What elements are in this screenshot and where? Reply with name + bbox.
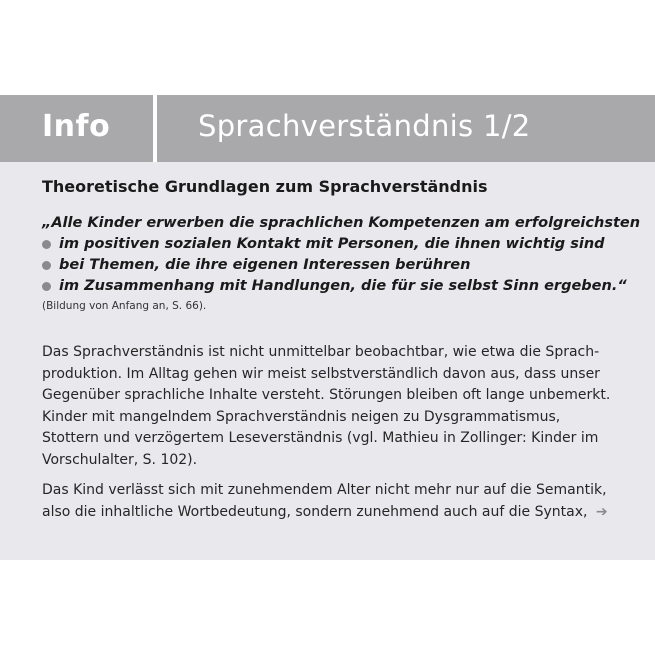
text-line: produktion. Im Alltag gehen wir meist selbstverständlich davon aus, dass unser [42, 365, 600, 382]
bullet-dot-icon [42, 240, 51, 249]
text-line: Stottern und verzögertem Leseverständnis (vgl. Mathieu in Zollinger: Kinder im [42, 430, 599, 446]
text-line: Das Kind verlässt sich mit zunehmendem Alter nicht mehr nur auf die Semantik, [42, 482, 607, 498]
text-line: Das Sprachverständnis ist nicht unmittelbar beobachtbar, wie etwa die Sprach- [42, 344, 600, 360]
bullet-dot-icon [42, 261, 51, 270]
text-line: Vorschulalter, S. 102). [42, 451, 198, 468]
text-line: also die inhaltliche Wortbedeutung, sondern zunehmend auch auf die Syntax, [42, 503, 588, 520]
quote-bullet-text: im Zusammenhang mit Handlungen, die für sie selbst Sinn ergeben.“ [59, 278, 627, 294]
quote-bullet-item [42, 255, 622, 276]
quote-citation: (Bildung von Anfang an, S. 66). [42, 300, 207, 312]
card-title: Sprachverständnis 1/2 [198, 109, 531, 143]
quote-intro: „Alle Kinder erwerben die sprachlichen Kompetenzen am erfolgreichsten [42, 215, 641, 231]
paragraph-1 [42, 342, 622, 471]
quote-bullet-item [42, 276, 627, 297]
bullet-dot-icon [42, 282, 51, 291]
text-line: Gegenüber sprachliche Inhalte versteht. Störungen bleiben oft lange unbemerkt. [42, 387, 611, 403]
header-label: Info [42, 109, 111, 144]
info-card [0, 95, 655, 560]
paragraph-2 [42, 480, 622, 523]
text-line: Kinder mit mangelndem Sprachverständnis neigen zu Dysgrammatismus, [42, 408, 561, 425]
card-header [0, 95, 655, 162]
quote-block [42, 213, 641, 297]
quote-bullet-item [42, 234, 622, 255]
section-subtitle: Theoretische Grundlagen zum Sprachverständnis [42, 177, 488, 196]
quote-bullet-text: bei Themen, die ihre eigenen Interessen berühren [59, 257, 471, 273]
text-line-with-arrow [42, 502, 622, 524]
card-content [42, 177, 641, 523]
header-divider [153, 95, 157, 162]
quote-bullet-text: im positiven sozialen Kontakt mit Personen, die ihnen wichtig sind [59, 236, 605, 252]
arrow-right-icon[interactable]: ➔ [595, 503, 608, 520]
